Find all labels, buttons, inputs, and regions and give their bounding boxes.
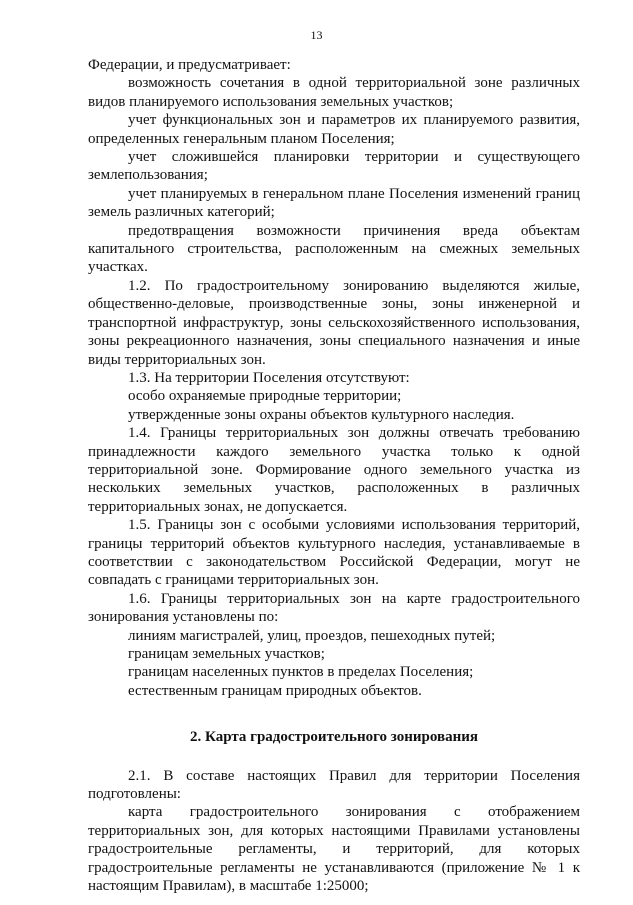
paragraph: особо охраняемые природные территории; (128, 388, 402, 405)
page-number: 13 (310, 28, 323, 42)
section-heading: 2. Карта градостроительного зонирования (190, 729, 478, 746)
paragraph: Федерации, и предусматривает: (88, 57, 291, 73)
document-body (88, 56, 580, 895)
paragraph: 1.5. Границы зон с особыми условиями использования территорий, границы территорий объектов культурного наследия, устанавливаемые в соответствии с законодательством Российской Федерации, могут не совпадать с границами территориальных зон. (88, 517, 580, 589)
paragraph: 2.1. В составе настоящих Правил для территории Поселения подготовлены: (88, 767, 580, 803)
paragraph: утвержденные зоны охраны объектов культурного наследия. (128, 406, 515, 423)
paragraph: границам земельных участков; (128, 646, 325, 662)
paragraph: возможность сочетания в одной территориальной зоне различных видов планируемого использования земельных участков; (88, 75, 580, 110)
paragraph: границам населенных пунктов в пределах Поселения; (128, 664, 474, 681)
paragraph: карта градостроительного зонирования с отображением территориальных зон, для которых настоящими Правилами установлены градостроительные регламенты, и территорий, для которых градостроительные регламенты не устанавливаются (приложение № 1 к настоящим Правилам), в масштабе 1:25000; (88, 804, 580, 895)
paragraph: 1.4. Границы территориальных зон должны отвечать требованию принадлежности каждого земельного участка только к одной территориальной зоне. Формирование одного земельного участка из нескольких земельных участков, расположенных в различных территориальных зонах, не допускается. (88, 425, 580, 515)
paragraph: 1.6. Границы территориальных зон на карте градостроительного зонирования установлены по: (88, 590, 580, 626)
section-2-paragraphs (88, 767, 580, 896)
paragraph: учет планируемых в генеральном плане Поселения изменений границ земель различных категорий; (88, 185, 580, 221)
paragraph: учет функциональных зон и параметров их планируемого развития, определенных генеральным планом Поселения; (88, 112, 580, 147)
paragraph: 1.3. На территории Поселения отсутствуют: (128, 369, 410, 386)
paragraph: естественным границам природных объектов. (128, 682, 422, 699)
paragraph: учет сложившейся планировки территории и существующего землепользования; (88, 149, 580, 184)
section-1-paragraphs (88, 56, 580, 700)
paragraph: предотвращения возможности причинения вреда объектам капитального строительства, расположенным на смежных земельных участках. (88, 222, 580, 276)
paragraph: линиям магистралей, улиц, проездов, пешеходных путей; (128, 627, 496, 644)
paragraph: 1.2. По градостроительному зонированию выделяются жилые, общественно-деловые, производственные зоны, зоны инженерной и транспортной инфраструктур, зоны сельскохозяйственного использования, зоны рекреационного назначения, зоны специального назначения и иные виды территориальных зон. (88, 277, 580, 368)
